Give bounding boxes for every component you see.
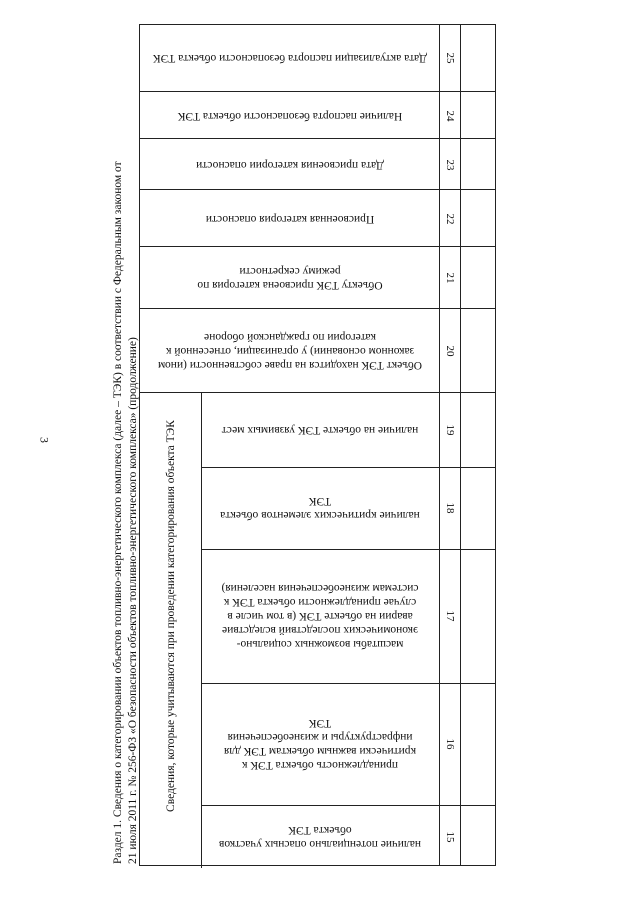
section-caption <box>111 34 141 864</box>
table-row-24 <box>140 91 495 139</box>
group-header-text: Сведения, которые учитываются при проведении категорирования объекта ТЭК <box>165 420 177 812</box>
table-row-23 <box>140 138 495 190</box>
subrow-17 <box>202 549 495 684</box>
column-header-25: Дата актуализации паспорта безопасности объекта ТЭК <box>152 52 428 64</box>
column-header-22: Присвоенная категория опасности <box>205 212 375 225</box>
column-header-17: масштабы возможных социально-экономических последствий вследствие аварии на объекте ТЭК (в том числе в случае принадлежности объекта ТЭК к системам жизнеобеспечения населения) <box>221 582 419 650</box>
table-row-21 <box>140 246 495 309</box>
column-header-16: принадлежность объекта ТЭК к критически важным объектам ТЭК для инфраструктуры и жизнеобеспечения ТЭК <box>223 717 417 771</box>
caption-line-1: Раздел 1. Сведения о категорировании объектов топливно-энергетического комплекса (далее – ТЭК) в соответствии с Федеральным законом от <box>112 161 124 864</box>
column-number-21: 21 <box>444 272 456 284</box>
column-header-15: наличие потенциально опасных участков объекта ТЭК <box>218 823 422 850</box>
table-row-25 <box>140 25 495 91</box>
column-number-25: 25 <box>444 52 456 64</box>
column-number-23: 23 <box>444 159 456 170</box>
column-header-18: наличие критических элементов объекта ТЭК <box>220 495 420 521</box>
column-header-24: Наличие паспорта безопасности объекта ТЭК <box>177 109 403 122</box>
column-number-19: 19 <box>444 424 456 436</box>
column-number-17: 17 <box>444 610 456 622</box>
subrow-16 <box>202 683 495 806</box>
column-number-22: 22 <box>444 213 456 224</box>
column-number-15: 15 <box>444 831 456 842</box>
column-header-23: Дата присвоения категории опасности <box>196 158 384 171</box>
column-number-16: 16 <box>444 738 456 750</box>
column-header-19: наличие на объекте ТЭК уязвимых мест <box>221 424 419 436</box>
subrow-19 <box>202 393 495 468</box>
column-number-20: 20 <box>444 345 456 357</box>
column-number-24: 24 <box>444 110 456 121</box>
subrow-15 <box>202 805 495 868</box>
column-header-20: Объект ТЭК находится на праве собственности (ином законном основании) у организации, отнесенной к категории по гражданской обороне <box>157 331 423 371</box>
column-header-21: Объекту ТЭК присвоена категория по режиму секретности <box>197 265 383 291</box>
subrow-18 <box>202 467 495 550</box>
caption-line-2: 21 июля 2011 г. № 256-ФЗ «О безопасности объектов топливно-энергетического комплекса» (продолжение) <box>127 337 139 864</box>
group-header-cell <box>141 366 201 866</box>
column-number-18: 18 <box>444 502 456 514</box>
table-row-22 <box>140 189 495 247</box>
page-number: 3 <box>37 437 52 443</box>
